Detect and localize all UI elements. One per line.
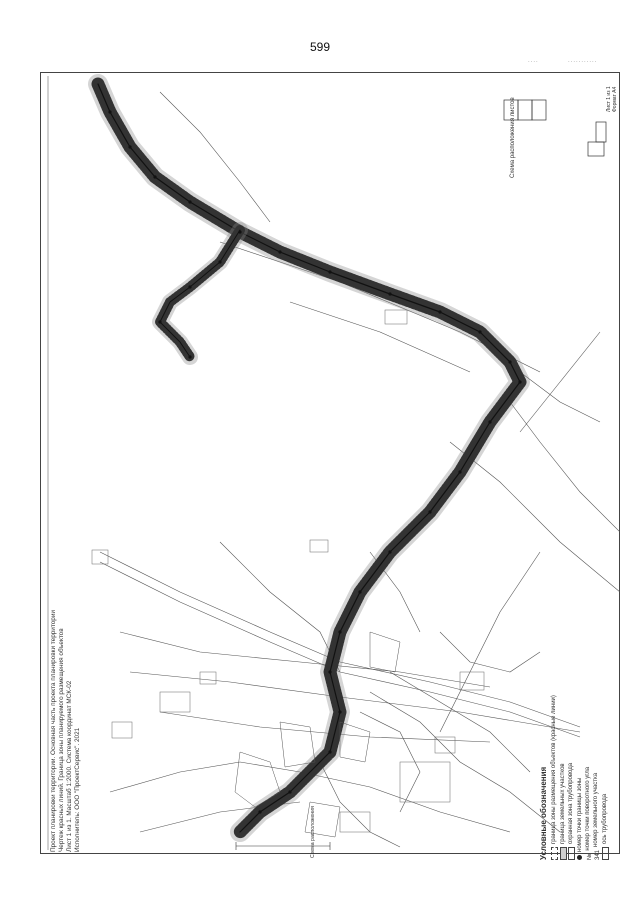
title-line: Лист 1 из 1. Масштаб 1:2000. Система координат МСК-02 bbox=[66, 680, 73, 852]
page-number: 599 bbox=[309, 40, 331, 54]
title-line: Исполнитель: ООО "ПроектСервис". 2021 bbox=[74, 727, 81, 852]
layout-scheme-title: Схема расположения листов bbox=[510, 97, 516, 178]
map-sheet bbox=[40, 72, 620, 854]
sheet-index-box bbox=[588, 122, 606, 156]
legend-swatch bbox=[568, 847, 575, 860]
legend-item bbox=[567, 695, 575, 860]
legend-swatch bbox=[602, 847, 609, 860]
branch-corridor bbox=[160, 230, 240, 357]
legend-item bbox=[559, 695, 567, 860]
legend-label: номер точки границы зоны bbox=[576, 777, 583, 852]
legend-item bbox=[576, 695, 584, 860]
legend-mark: № bbox=[586, 853, 593, 860]
legend-swatch bbox=[577, 855, 582, 860]
corner-mark-left: .... bbox=[528, 58, 539, 64]
legend-label: ось трубопровода bbox=[601, 793, 608, 844]
map-legend bbox=[540, 695, 609, 860]
legend-label: охранная зона трубопровода bbox=[568, 762, 575, 844]
legend-swatch bbox=[551, 847, 558, 860]
parcels-layer bbox=[92, 310, 484, 832]
legend-title: Условные обозначения bbox=[539, 766, 548, 860]
legend-label: граница зоны размещения объектов (красные линии) bbox=[551, 695, 558, 844]
map-drawing bbox=[40, 72, 620, 854]
sheet-code bbox=[606, 86, 618, 112]
corner-mark-right: ........... bbox=[568, 58, 598, 64]
legend-label: граница земельных участков bbox=[559, 763, 566, 844]
legend-item bbox=[550, 695, 558, 860]
pipeline-corridor bbox=[98, 84, 520, 832]
legend-label: номер точки поворотного угла bbox=[585, 766, 592, 851]
legend-label: номер земельного участка bbox=[593, 772, 600, 847]
legend-mark: 341 bbox=[595, 849, 602, 860]
map-title-block bbox=[50, 522, 82, 852]
sheet-code-line: Лист 1 из 1 bbox=[606, 86, 612, 112]
title-line: Проект планировки территории. Основная часть проекта планировки территории bbox=[50, 610, 57, 852]
scale-label: Схема расположения bbox=[310, 806, 316, 858]
sheet-code-line: Формат А4 bbox=[612, 86, 618, 112]
legend-item bbox=[601, 695, 609, 860]
legend-item bbox=[592, 695, 600, 860]
legend-swatch bbox=[560, 847, 567, 860]
legend-item bbox=[584, 695, 592, 860]
title-line: Чертеж красных линий. Граница зоны планируемого размещения объектов bbox=[58, 628, 65, 852]
